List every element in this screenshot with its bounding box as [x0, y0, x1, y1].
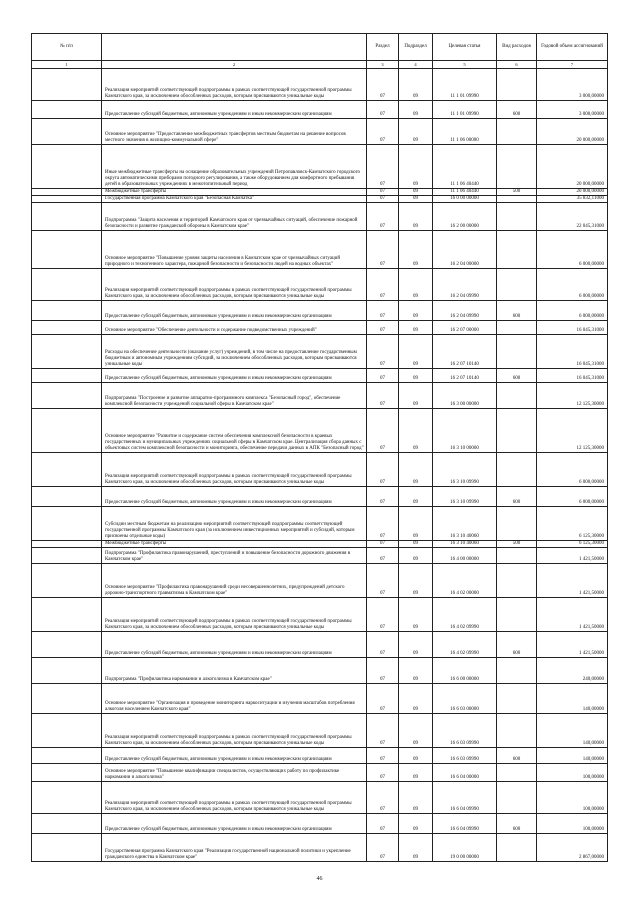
row-target-article-cell: 16 3 10 40060	[433, 507, 497, 541]
table-row	[32, 564, 608, 598]
budget-allocation-table	[31, 33, 608, 862]
row-name-cell: Предоставление субсидий бюджетным, автономным учреждениям и иным некоммерческим организациям	[102, 101, 367, 119]
row-section-cell: 07	[367, 196, 399, 203]
row-section-cell: 07	[367, 335, 399, 369]
row-target-article-cell: 16 3 10 09990	[433, 453, 497, 487]
row-number-cell	[32, 658, 102, 684]
row-number-cell	[32, 714, 102, 748]
row-number-cell	[32, 507, 102, 541]
row-number-cell	[32, 301, 102, 321]
row-number-cell	[32, 548, 102, 564]
row-amount-cell: 16 045,31000	[537, 335, 608, 369]
row-subsection-cell: 09	[399, 814, 433, 834]
table-row	[32, 101, 608, 119]
row-number-cell	[32, 231, 102, 269]
row-expense-type-cell	[497, 269, 537, 301]
row-amount-cell: 6 125,30000	[537, 541, 608, 548]
row-target-article-cell: 16 4 00 00000	[433, 548, 497, 564]
row-expense-type-cell: 600	[497, 814, 537, 834]
table-row	[32, 231, 608, 269]
row-subsection-cell: 09	[399, 598, 433, 632]
row-name-cell: Подпрограмма "Построение и развитие аппаратно-программного комплекса "Безопасный город", обеспечение комплексной безопасности учреждений социальной сферы в Камчатском крае"	[102, 383, 367, 409]
row-expense-type-cell	[497, 409, 537, 453]
row-name-cell: Субсидии местным бюджетам на реализацию мероприятий соответствующей подпрограммы соответствующей государственной программы Камчатского края (за исключением инвестиционных мероприятий и субсидий, которым присвоены отдельные коды)	[102, 507, 367, 541]
row-section-cell: 07	[367, 748, 399, 764]
table-row	[32, 196, 608, 203]
row-expense-type-cell	[497, 69, 537, 101]
column-number-row	[32, 61, 608, 69]
row-name-cell: Расходы на обеспечение деятельности (оказание услуг) учреждений, в том числе на предоставление государственным бюджетным и автономным учреждениям субсидий, за исключением обособленных расходов, которым присваиваются уникальные коды	[102, 335, 367, 369]
table-row	[32, 119, 608, 145]
row-number-cell	[32, 541, 102, 548]
row-number-cell	[32, 453, 102, 487]
row-section-cell: 07	[367, 564, 399, 598]
row-target-article-cell: 16 3 10 40060	[433, 541, 497, 548]
row-section-cell: 07	[367, 453, 399, 487]
row-section-cell: 07	[367, 69, 399, 101]
row-section-cell: 07	[367, 409, 399, 453]
row-name-cell: Предоставление субсидий бюджетным, автономным учреждениям и иным некоммерческим организациям	[102, 369, 367, 383]
row-subsection-cell: 09	[399, 119, 433, 145]
row-target-article-cell: 16 3 10 00000	[433, 409, 497, 453]
row-target-article-cell: 16 4 02 09990	[433, 632, 497, 658]
table-row	[32, 632, 608, 658]
row-amount-cell: 20 000,00000	[537, 119, 608, 145]
row-section-cell: 07	[367, 231, 399, 269]
row-target-article-cell: 16 2 00 00000	[433, 203, 497, 231]
row-number-cell	[32, 782, 102, 814]
row-amount-cell: 6 000,00000	[537, 269, 608, 301]
row-subsection-cell: 09	[399, 782, 433, 814]
row-amount-cell: 6 125,30000	[537, 507, 608, 541]
row-name-cell: Реализация мероприятий соответствующей подпрограммы в рамках соответствующей государственной программы Камчатского края, за исключением обособленных расходов, которым присваиваются уникальные коды	[102, 714, 367, 748]
row-expense-type-cell	[497, 598, 537, 632]
row-name-cell: Основное мероприятие "Повышение квалификации специалистов, осуществляющих работу по профилактике наркомании и алкоголизма"	[102, 764, 367, 782]
row-section-cell: 07	[367, 764, 399, 782]
row-subsection-cell: 09	[399, 145, 433, 189]
row-target-article-cell: 16 2 04 09990	[433, 301, 497, 321]
table-row	[32, 321, 608, 335]
table-row	[32, 834, 608, 862]
row-amount-cell: 6 000,00000	[537, 487, 608, 507]
row-number-cell	[32, 598, 102, 632]
row-expense-type-cell	[497, 548, 537, 564]
row-number-cell	[32, 196, 102, 203]
table-row	[32, 335, 608, 369]
column-number: 7	[537, 61, 608, 69]
table-row	[32, 541, 608, 548]
row-number-cell	[32, 632, 102, 658]
row-name-cell: Реализация мероприятий соответствующей подпрограммы в рамках соответствующей государственной программы Камчатского края, за исключением обособленных расходов, которым присваиваются уникальные коды	[102, 598, 367, 632]
row-expense-type-cell	[497, 782, 537, 814]
row-section-cell: 07	[367, 714, 399, 748]
table-row	[32, 369, 608, 383]
table-row	[32, 598, 608, 632]
row-expense-type-cell	[497, 714, 537, 748]
row-number-cell	[32, 409, 102, 453]
row-subsection-cell: 09	[399, 764, 433, 782]
row-expense-type-cell	[497, 507, 537, 541]
header-target-article: Целевая статья	[433, 34, 497, 61]
row-subsection-cell: 09	[399, 487, 433, 507]
row-subsection-cell: 09	[399, 714, 433, 748]
row-subsection-cell: 09	[399, 269, 433, 301]
row-name-cell: Предоставление субсидий бюджетным, автономным учреждениям и иным некоммерческим организациям	[102, 748, 367, 764]
row-amount-cell: 16 045,31000	[537, 321, 608, 335]
column-number: 1	[32, 61, 102, 69]
row-expense-type-cell	[497, 231, 537, 269]
row-number-cell	[32, 119, 102, 145]
row-amount-cell: 20 000,00000	[537, 189, 608, 196]
row-subsection-cell: 09	[399, 231, 433, 269]
row-subsection-cell: 09	[399, 658, 433, 684]
row-amount-cell: 6 000,00000	[537, 301, 608, 321]
row-amount-cell: 12 125,30000	[537, 383, 608, 409]
row-amount-cell: 20 000,00000	[537, 145, 608, 189]
row-target-article-cell: 16 2 07 00000	[433, 321, 497, 335]
row-target-article-cell: 16 4 02 09990	[433, 598, 497, 632]
row-target-article-cell: 11 1 06 00000	[433, 119, 497, 145]
row-subsection-cell: 09	[399, 548, 433, 564]
row-number-cell	[32, 814, 102, 834]
row-name-cell: Основное мероприятие "Организация и проведение мониторинга наркоситуации и изучения масштабов потребления алкоголя населением Камчатского края"	[102, 684, 367, 714]
row-expense-type-cell	[497, 119, 537, 145]
row-name-cell: Предоставление субсидий бюджетным, автономным учреждениям и иным некоммерческим организациям	[102, 632, 367, 658]
row-section-cell: 07	[367, 203, 399, 231]
row-name-cell: Реализация мероприятий соответствующей подпрограммы в рамках соответствующей государственной программы Камчатского края, за исключением обособленных расходов, которым присваиваются уникальные коды	[102, 782, 367, 814]
row-section-cell: 07	[367, 684, 399, 714]
row-name-cell: Основное мероприятие "Обеспечение деятельности и содержание подведомственных учреждений"	[102, 321, 367, 335]
header-name	[102, 34, 367, 61]
table-row	[32, 548, 608, 564]
row-name-cell: Предоставление субсидий бюджетным, автономным учреждениям и иным некоммерческим организациям	[102, 301, 367, 321]
row-target-article-cell: 16 0 00 00000	[433, 196, 497, 203]
header-section: Раздел	[367, 34, 399, 61]
row-target-article-cell: 16 6 04 09990	[433, 814, 497, 834]
row-section-cell: 07	[367, 598, 399, 632]
row-amount-cell: 100,00000	[537, 782, 608, 814]
column-number: 2	[102, 61, 367, 69]
table-body	[32, 69, 608, 862]
row-target-article-cell: 16 6 00 00000	[433, 658, 497, 684]
row-amount-cell: 140,00000	[537, 684, 608, 714]
row-expense-type-cell	[497, 203, 537, 231]
column-number: 5	[433, 61, 497, 69]
row-expense-type-cell: 500	[497, 541, 537, 548]
row-subsection-cell: 09	[399, 383, 433, 409]
row-subsection-cell: 09	[399, 301, 433, 321]
row-subsection-cell: 09	[399, 564, 433, 598]
row-amount-cell: 140,00000	[537, 748, 608, 764]
header-annual-amount: Годовой объем ассигнований	[537, 34, 608, 61]
row-section-cell: 07	[367, 814, 399, 834]
row-target-article-cell: 16 6 04 09990	[433, 782, 497, 814]
row-target-article-cell: 11 1 01 09990	[433, 69, 497, 101]
row-target-article-cell: 16 6 03 00000	[433, 684, 497, 714]
row-expense-type-cell	[497, 383, 537, 409]
row-name-cell: Межбюджетные трансферты	[102, 541, 367, 548]
row-subsection-cell: 09	[399, 834, 433, 862]
row-section-cell: 07	[367, 632, 399, 658]
row-number-cell	[32, 203, 102, 231]
table-row	[32, 764, 608, 782]
row-expense-type-cell	[497, 658, 537, 684]
row-number-cell	[32, 321, 102, 335]
row-name-cell: Государственная программа Камчатского края "Безопасная Камчатка"	[102, 196, 367, 203]
row-target-article-cell: 16 2 07 10140	[433, 335, 497, 369]
row-expense-type-cell: 500	[497, 189, 537, 196]
table-row	[32, 189, 608, 196]
row-number-cell	[32, 564, 102, 598]
row-number-cell	[32, 684, 102, 714]
row-amount-cell: 3 000,00000	[537, 101, 608, 119]
row-name-cell: Реализация мероприятий соответствующей подпрограммы в рамках соответствующей государственной программы Камчатского края, за исключением обособленных расходов, которым присваиваются уникальные коды	[102, 69, 367, 101]
row-subsection-cell: 09	[399, 748, 433, 764]
row-amount-cell: 1 421,50000	[537, 548, 608, 564]
row-name-cell: Реализация мероприятий соответствующей подпрограммы в рамках соответствующей государственной программы Камчатского края, за исключением обособленных расходов, которым присваиваются уникальные коды	[102, 453, 367, 487]
row-target-article-cell: 19 0 00 00000	[433, 834, 497, 862]
row-subsection-cell: 09	[399, 632, 433, 658]
row-section-cell: 07	[367, 507, 399, 541]
row-amount-cell: 240,00000	[537, 658, 608, 684]
row-expense-type-cell	[497, 564, 537, 598]
row-section-cell: 07	[367, 119, 399, 145]
row-expense-type-cell	[497, 145, 537, 189]
row-subsection-cell: 09	[399, 196, 433, 203]
table-row	[32, 507, 608, 541]
row-subsection-cell: 09	[399, 203, 433, 231]
row-amount-cell: 22 045,31000	[537, 203, 608, 231]
row-number-cell	[32, 335, 102, 369]
row-section-cell: 07	[367, 321, 399, 335]
row-name-cell: Иные межбюджетные трансферты на оснащение образовательных учреждений Петропавловск-Камчатского городского округа автоматическими приборами погодного регулирования, а также оборудованием для комфортного пребывания детей в образовательных учреждениях в межотопительный период	[102, 145, 367, 189]
row-expense-type-cell	[497, 684, 537, 714]
row-expense-type-cell: 600	[497, 301, 537, 321]
column-number: 3	[367, 61, 399, 69]
row-name-cell: Реализация мероприятий соответствующей подпрограммы в рамках соответствующей государственной программы Камчатского края, за исключением обособленных расходов, которым присваиваются уникальные коды	[102, 269, 367, 301]
row-section-cell: 07	[367, 383, 399, 409]
row-target-article-cell: 16 2 04 09990	[433, 269, 497, 301]
row-section-cell: 07	[367, 145, 399, 189]
row-section-cell: 07	[367, 487, 399, 507]
row-subsection-cell: 09	[399, 69, 433, 101]
table-row	[32, 69, 608, 101]
row-number-cell	[32, 101, 102, 119]
table-row	[32, 814, 608, 834]
row-expense-type-cell: 600	[497, 369, 537, 383]
row-number-cell	[32, 834, 102, 862]
table-row	[32, 782, 608, 814]
row-target-article-cell: 11 1 06 40440	[433, 189, 497, 196]
table-row	[32, 684, 608, 714]
row-amount-cell: 16 045,31000	[537, 369, 608, 383]
row-expense-type-cell	[497, 453, 537, 487]
row-number-cell	[32, 383, 102, 409]
row-section-cell: 07	[367, 101, 399, 119]
row-name-cell: Основное мероприятие "Развитие и содержание систем обеспечения комплексной безопасности в краевых государственных и муниципальных учреждениях социальной сферы в Камчатском крае. Централизация сбора данных с объектовых систем комплексной безопасности и мониторинга, обеспечение передачи данных в АПК "Безопасный город"	[102, 409, 367, 453]
budget-table-sheet	[31, 33, 607, 862]
column-number: 4	[399, 61, 433, 69]
row-section-cell: 07	[367, 369, 399, 383]
table-row	[32, 714, 608, 748]
row-expense-type-cell: 600	[497, 748, 537, 764]
row-target-article-cell: 16 3 10 09990	[433, 487, 497, 507]
table-row	[32, 145, 608, 189]
row-target-article-cell: 16 6 03 09990	[433, 714, 497, 748]
row-target-article-cell: 11 1 01 09990	[433, 101, 497, 119]
table-row	[32, 748, 608, 764]
row-subsection-cell: 09	[399, 321, 433, 335]
table-row	[32, 658, 608, 684]
row-subsection-cell: 09	[399, 684, 433, 714]
row-target-article-cell: 11 1 06 40440	[433, 145, 497, 189]
row-subsection-cell: 09	[399, 409, 433, 453]
row-name-cell: Предоставление субсидий бюджетным, автономным учреждениям и иным некоммерческим организациям	[102, 487, 367, 507]
row-name-cell: Предоставление субсидий бюджетным, автономным учреждениям и иным некоммерческим организациям	[102, 814, 367, 834]
row-number-cell	[32, 145, 102, 189]
row-name-cell: Основное мероприятие "Повышение уровня защиты населения в Камчатском крае от чрезвычайных ситуаций природного и техногенного характера, пожарной безопасности и безопасности людей на водных объектах"	[102, 231, 367, 269]
column-number: 6	[497, 61, 537, 69]
row-expense-type-cell: 600	[497, 632, 537, 658]
table-row	[32, 383, 608, 409]
row-subsection-cell: 09	[399, 101, 433, 119]
row-subsection-cell: 09	[399, 453, 433, 487]
row-subsection-cell: 09	[399, 507, 433, 541]
row-name-cell: Основное мероприятие "Предоставление межбюджетных трансфертов местным бюджетам на решение вопросов местного значения в жилищно-коммунальной сфере"	[102, 119, 367, 145]
row-expense-type-cell	[497, 834, 537, 862]
row-expense-type-cell	[497, 321, 537, 335]
row-amount-cell: 6 000,00000	[537, 231, 608, 269]
row-section-cell: 07	[367, 548, 399, 564]
row-section-cell: 07	[367, 541, 399, 548]
row-name-cell: Подпрограмма "Профилактика наркомании и алкоголизма в Камчатском крае"	[102, 658, 367, 684]
row-amount-cell: 1 421,50000	[537, 632, 608, 658]
row-subsection-cell: 09	[399, 335, 433, 369]
header-subsection: Подраздел	[399, 34, 433, 61]
row-amount-cell: 1 421,50000	[537, 564, 608, 598]
header-number: № п/п	[32, 34, 102, 61]
row-name-cell: Основное мероприятие "Профилактика правонарушений среди несовершеннолетних, предупреждений детского дорожно-транспортного травматизма в Камчатском крае"	[102, 564, 367, 598]
row-amount-cell: 1 421,50000	[537, 598, 608, 632]
row-section-cell: 07	[367, 269, 399, 301]
row-subsection-cell: 09	[399, 369, 433, 383]
row-subsection-cell: 09	[399, 189, 433, 196]
row-number-cell	[32, 369, 102, 383]
row-number-cell	[32, 69, 102, 101]
row-expense-type-cell: 600	[497, 101, 537, 119]
row-expense-type-cell	[497, 196, 537, 203]
table-row	[32, 487, 608, 507]
row-subsection-cell: 09	[399, 541, 433, 548]
row-number-cell	[32, 487, 102, 507]
row-section-cell: 07	[367, 782, 399, 814]
table-header-row	[32, 34, 608, 61]
row-target-article-cell: 16 2 07 10140	[433, 369, 497, 383]
row-expense-type-cell: 600	[497, 487, 537, 507]
table-row	[32, 409, 608, 453]
row-name-cell: Межбюджетные трансферты	[102, 189, 367, 196]
row-number-cell	[32, 764, 102, 782]
row-number-cell	[32, 189, 102, 196]
row-amount-cell: 35 832,11000	[537, 196, 608, 203]
row-number-cell	[32, 269, 102, 301]
table-row	[32, 453, 608, 487]
row-section-cell: 07	[367, 834, 399, 862]
page-number: 46	[316, 876, 323, 882]
row-name-cell: Государственная программа Камчатского края "Реализация государственной национальной политики и укрепление гражданского единства в Камчатском крае"	[102, 834, 367, 862]
row-name-cell: Подпрограмма "Защита населения и территорий Камчатского края от чрезвычайных ситуаций, обеспечение пожарной безопасности и развитие гражданской обороны в Камчатском крае"	[102, 203, 367, 231]
row-target-article-cell: 16 4 02 00000	[433, 564, 497, 598]
row-amount-cell: 6 000,00000	[537, 453, 608, 487]
header-expense-type: Вид расходов	[497, 34, 537, 61]
row-name-cell: Подпрограмма "Профилактика правонарушений, преступлений и повышение безопасности дорожного движения в Камчатском крае"	[102, 548, 367, 564]
row-amount-cell: 140,00000	[537, 714, 608, 748]
table-row	[32, 269, 608, 301]
row-target-article-cell: 16 6 04 00000	[433, 764, 497, 782]
row-section-cell: 07	[367, 301, 399, 321]
row-amount-cell: 3 000,00000	[537, 69, 608, 101]
row-amount-cell: 2 867,00000	[537, 834, 608, 862]
row-expense-type-cell	[497, 335, 537, 369]
row-expense-type-cell	[497, 764, 537, 782]
row-amount-cell: 12 125,30000	[537, 409, 608, 453]
table-row	[32, 203, 608, 231]
table-row	[32, 301, 608, 321]
row-target-article-cell: 16 3 00 00000	[433, 383, 497, 409]
row-section-cell: 07	[367, 658, 399, 684]
row-target-article-cell: 16 6 03 09990	[433, 748, 497, 764]
row-number-cell	[32, 748, 102, 764]
row-target-article-cell: 16 2 04 00000	[433, 231, 497, 269]
row-amount-cell: 100,00000	[537, 764, 608, 782]
row-section-cell: 07	[367, 189, 399, 196]
row-amount-cell: 100,00000	[537, 814, 608, 834]
